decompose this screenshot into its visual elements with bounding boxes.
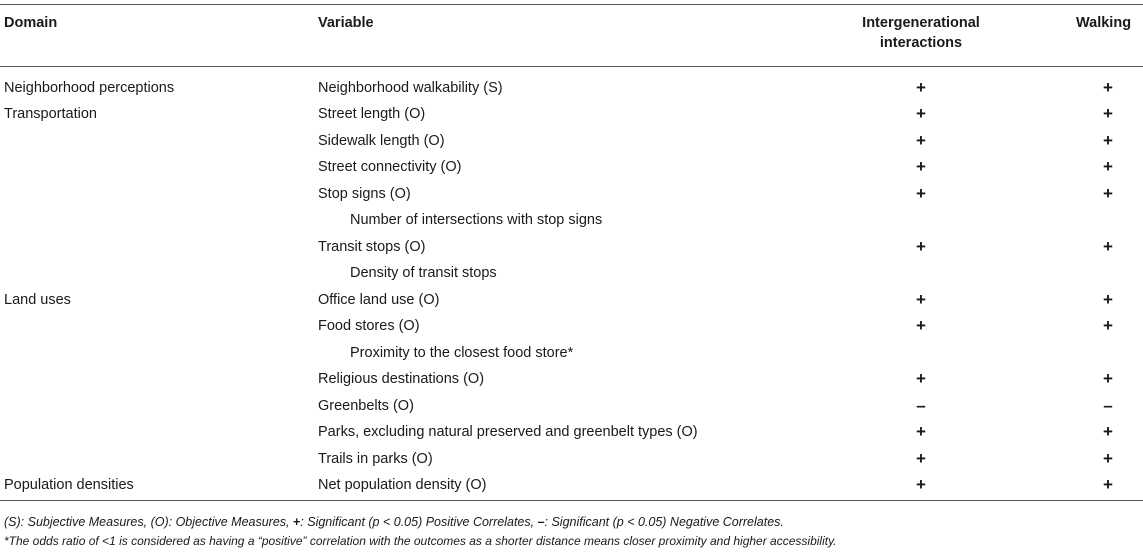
interactions-sign: + bbox=[916, 316, 926, 335]
interactions-sign: + bbox=[916, 104, 926, 123]
footnote-legend-c: : Significant (p < 0.05) Negative Correlates. bbox=[544, 515, 784, 529]
walking-sign: + bbox=[1103, 422, 1113, 441]
interactions-sign: + bbox=[916, 422, 926, 441]
interactions-sign: + bbox=[916, 131, 926, 150]
row-domain: Transportation bbox=[4, 106, 97, 122]
row-variable: Food stores (O) bbox=[318, 318, 420, 334]
walking-sign: + bbox=[1103, 131, 1113, 150]
walking-sign: + bbox=[1103, 449, 1113, 468]
interactions-sign: + bbox=[916, 475, 926, 494]
top-rule bbox=[0, 4, 1143, 5]
walking-sign: + bbox=[1103, 475, 1113, 494]
walking-sign: + bbox=[1103, 316, 1113, 335]
walking-sign: + bbox=[1103, 184, 1113, 203]
row-variable: Parks, excluding natural preserved and greenbelt types (O) bbox=[318, 424, 698, 440]
header-rule bbox=[0, 66, 1143, 67]
row-variable: Trails in parks (O) bbox=[318, 451, 433, 467]
footnote-legend-a: (S): Subjective Measures, (O): Objective Measures, bbox=[4, 515, 293, 529]
interactions-sign: + bbox=[916, 78, 926, 97]
walking-sign: + bbox=[1103, 157, 1113, 176]
plus-sign-symbol: + bbox=[292, 515, 301, 529]
interactions-sign: + bbox=[916, 449, 926, 468]
footnote-legend bbox=[4, 514, 784, 530]
walking-sign: – bbox=[1103, 396, 1113, 415]
walking-sign: + bbox=[1103, 290, 1113, 309]
row-variable: Office land use (O) bbox=[318, 292, 440, 308]
row-variable: Street connectivity (O) bbox=[318, 159, 462, 175]
header-walking: Walking bbox=[1076, 15, 1132, 31]
header-domain: Domain bbox=[4, 15, 58, 31]
header-interactions-line2: interactions bbox=[879, 35, 963, 51]
bottom-rule bbox=[0, 500, 1143, 501]
interactions-sign: + bbox=[916, 157, 926, 176]
row-domain: Neighborhood perceptions bbox=[4, 80, 175, 96]
row-variable: Greenbelts (O) bbox=[318, 398, 414, 414]
header-variable: Variable bbox=[318, 15, 374, 31]
row-variable: Street length (O) bbox=[318, 106, 426, 122]
interactions-sign: + bbox=[916, 184, 926, 203]
walking-sign: + bbox=[1103, 237, 1113, 256]
interactions-sign: + bbox=[916, 237, 926, 256]
interactions-sign: – bbox=[916, 396, 926, 415]
header-intergenerational-interactions bbox=[820, 13, 1022, 53]
header-interactions-line1: Intergenerational bbox=[862, 15, 980, 31]
walking-sign: + bbox=[1103, 78, 1113, 97]
walking-sign: + bbox=[1103, 104, 1113, 123]
row-variable: Neighborhood walkability (S) bbox=[318, 80, 503, 96]
row-variable: Stop signs (O) bbox=[318, 186, 411, 202]
row-variable-detail: Proximity to the closest food store* bbox=[350, 345, 574, 361]
footnote-odds-ratio: *The odds ratio of <1 is considered as having a “positive” correlation with the outcomes as a shorter distance means closer proximity and higher accessibility. bbox=[4, 534, 837, 548]
row-domain: Population densities bbox=[4, 477, 134, 493]
row-variable: Religious destinations (O) bbox=[318, 371, 485, 387]
row-variable: Transit stops (O) bbox=[318, 239, 426, 255]
interactions-sign: + bbox=[916, 369, 926, 388]
minus-sign-symbol: – bbox=[537, 515, 545, 529]
row-variable-detail: Density of transit stops bbox=[350, 265, 497, 281]
row-variable-detail: Number of intersections with stop signs bbox=[350, 212, 603, 228]
interactions-sign: + bbox=[916, 290, 926, 309]
row-variable: Net population density (O) bbox=[318, 477, 487, 493]
footnote-legend-b: : Significant (p < 0.05) Positive Correlates, bbox=[300, 515, 538, 529]
row-domain: Land uses bbox=[4, 292, 71, 308]
walking-sign: + bbox=[1103, 369, 1113, 388]
row-variable: Sidewalk length (O) bbox=[318, 133, 445, 149]
